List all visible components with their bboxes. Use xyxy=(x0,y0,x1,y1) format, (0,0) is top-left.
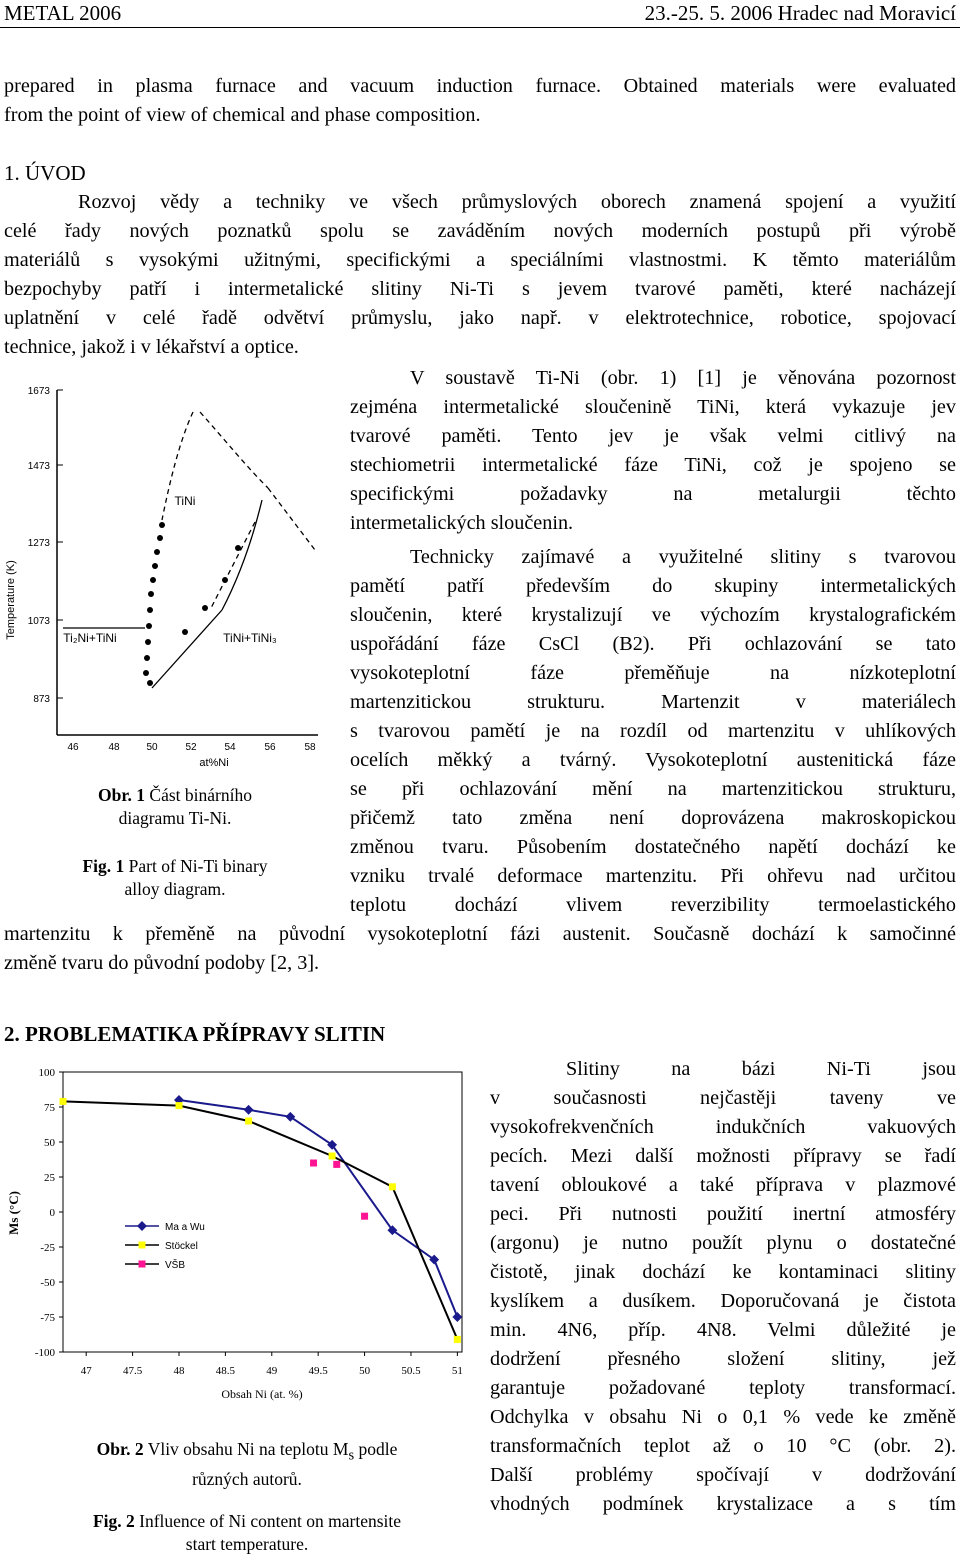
paragraph-line: kyslíkem a dusíkem. Doporučovaná je čistota xyxy=(490,1290,956,1312)
figure2-caption-cz xyxy=(52,1438,442,1491)
paragraph-line: Technicky zajímavé a využitelné slitiny s tvarovou xyxy=(410,546,956,568)
paragraph-line: garantuje požadované teploty transformací. xyxy=(490,1377,956,1399)
y-tick-label: 873 xyxy=(33,694,50,705)
caption-subscript: s xyxy=(348,1447,355,1464)
series-line-stöckel xyxy=(63,1101,457,1339)
paragraph-line: materiálů s vysokými užitnými, specifickými a speciálními vlastnostmi. K těmto materiálům xyxy=(4,249,956,271)
y-tick-label: 25 xyxy=(44,1172,55,1184)
paragraph-line: celé řady nových poznatků spolu se zaváděním nových moderních postupů při výrobě xyxy=(4,220,956,242)
y-tick-label: 1273 xyxy=(27,538,50,549)
data-point xyxy=(361,1213,368,1220)
header-dates-place: 23.-25. 5. 2006 Hradec nad Moravicí xyxy=(644,1,956,25)
y-axis-label: Temperature (K) xyxy=(5,560,17,640)
chart-series xyxy=(60,1095,463,1343)
x-tick-label: 56 xyxy=(264,742,276,753)
paragraph-line: uplatnění v celé řadě odvětví průmyslu, jako např. v elektrotechnice, robotice, spojovací xyxy=(4,307,956,329)
y-tick-label: 100 xyxy=(38,1067,55,1079)
y-tick-label: 1073 xyxy=(27,616,50,627)
caption-text: diagramu Ti-Ni. xyxy=(118,808,232,828)
data-point xyxy=(245,1118,252,1125)
region-label-ti2ni-tini: Ti₂Ni+TiNi xyxy=(63,631,117,645)
paragraph-line: pecích. Mezi další možnosti přípravy se řadí xyxy=(490,1145,956,1167)
legend-label: Ma a Wu xyxy=(165,1222,205,1233)
solvus-data-points xyxy=(143,522,241,686)
header-rule xyxy=(0,27,960,28)
paragraph-line: tvarové paměti. Tento jev je však velmi citlivý na xyxy=(350,425,956,447)
paragraph-line: transformačních teplot až o 10 °C (obr. 2). xyxy=(490,1435,956,1457)
data-point xyxy=(175,1102,182,1109)
y-tick-label: 1673 xyxy=(27,386,50,397)
data-point xyxy=(244,1105,254,1115)
legend-label: Stöckel xyxy=(165,1241,198,1252)
abstract-line: prepared in plasma furnace and vacuum induction furnace. Obtained materials were evaluated xyxy=(4,75,956,97)
x-tick-label: 47.5 xyxy=(122,1365,143,1377)
caption-label: Obr. 2 xyxy=(96,1439,144,1459)
figure2-chart xyxy=(0,1058,480,1403)
paragraph-line: bezpochyby patří i intermetalické slitiny Ni-Ti s jevem tvarové paměti, které nacházejí xyxy=(4,278,956,300)
caption-label: Fig. 1 xyxy=(82,856,125,876)
x-ticks xyxy=(67,742,316,753)
paragraph-line: peci. Při nutnosti použití inertní atmosféry xyxy=(490,1203,956,1225)
paragraph-line: (argonu) je nutno použít plynu o dostatečné xyxy=(490,1232,956,1254)
paragraph-line: intermetalických sloučenin. xyxy=(350,512,574,534)
liquidus-dashed-right xyxy=(200,412,268,488)
paragraph-line: martenzitickou strukturu. Martenzit v materiálech xyxy=(350,691,956,713)
data-point xyxy=(60,1098,67,1105)
region-label-tini: TiNi xyxy=(174,494,196,508)
x-tick-label: 46 xyxy=(67,742,79,753)
data-point xyxy=(452,1312,462,1322)
legend-marker xyxy=(139,1261,146,1268)
caption-text: různých autorů. xyxy=(192,1468,302,1489)
x-tick-label: 54 xyxy=(224,742,236,753)
figure2-caption-en xyxy=(52,1510,442,1556)
header-conference: METAL 2006 xyxy=(4,1,122,25)
paragraph-line: v současnosti nejčastěji taveny ve xyxy=(490,1087,956,1109)
figure1-caption-en xyxy=(60,855,290,901)
region-label-tini-tini3: TiNi+TiNi₃ xyxy=(223,631,277,645)
paragraph-line: teplotu dochází vlivem reverzibility termoelastického xyxy=(350,894,956,916)
legend-label: VŠB xyxy=(165,1260,186,1271)
series-line-ma-a-wu xyxy=(179,1100,457,1317)
legend-marker xyxy=(137,1221,147,1231)
paragraph-line: se při ochlazování mění na martenzitickou strukturu, xyxy=(350,778,956,800)
x-tick-label: 50 xyxy=(359,1365,371,1377)
paragraph-line: pamětí patří především do skupiny intermetalických xyxy=(350,575,956,597)
paragraph-line: Rozvoj vědy a techniky ve všech průmyslových oborech znamená spojení a využití xyxy=(78,191,956,213)
data-point xyxy=(333,1161,340,1168)
y-tick-label: -25 xyxy=(40,1242,55,1254)
paragraph-line: V soustavě Ti-Ni (obr. 1) [1] je věnována pozornost xyxy=(410,367,956,389)
paragraph-line: uspořádání fáze CsCl (B2). Při ochlazování se tato xyxy=(350,633,956,655)
paragraph-line: Slitiny na bázi Ni-Ti jsou xyxy=(566,1058,956,1080)
x-tick-label: 49.5 xyxy=(308,1365,328,1377)
figure1-phase-diagram xyxy=(0,370,340,775)
caption-label: Obr. 1 xyxy=(98,785,146,805)
paragraph-line: vhodných podmínek krystalizace a s tím xyxy=(490,1493,956,1515)
paragraph-line: čistotě, jinak dochází ke kontaminaci slitiny xyxy=(490,1261,956,1283)
caption-text: Část binárního xyxy=(149,785,252,805)
paragraph-line: změnou tvaru. Působením dostatečného napětí dochází ke xyxy=(350,836,956,858)
paragraph-line: zejména intermetalické sloučenině TiNi, která vykazuje jev xyxy=(350,396,956,418)
figure1-caption-cz xyxy=(60,784,290,830)
section1-heading: 1. ÚVOD xyxy=(4,161,86,185)
x-tick-label: 50 xyxy=(146,742,158,753)
caption-text: Part of Ni-Ti binary xyxy=(128,856,268,876)
tini-lower-boundary xyxy=(152,610,222,688)
caption-text: podle xyxy=(354,1439,398,1459)
legend-marker xyxy=(139,1242,146,1249)
tini-right-dashed xyxy=(210,522,255,610)
solvus-dashed xyxy=(268,488,315,550)
x-tick-label: 49 xyxy=(266,1365,278,1377)
x-tick-label: 50.5 xyxy=(401,1365,421,1377)
y-tick-label: -75 xyxy=(40,1312,55,1324)
caption-text: alloy diagram. xyxy=(124,879,226,899)
paragraph-line: vzniku trvalé deformace martenzitu. Při ohřevu nad určitou xyxy=(350,865,956,887)
y-tick-label: 1473 xyxy=(27,461,50,472)
paragraph-line: technice, jakož i v lékařství a optice. xyxy=(4,336,299,358)
data-point xyxy=(454,1336,461,1343)
chart-legend xyxy=(125,1221,205,1271)
paragraph-line: ocelích měkký a tvárný. Vysokoteplotní austenitická fáze xyxy=(350,749,956,771)
paragraph-line: přičemž tato změna není doprovázena makroskopickou xyxy=(350,807,956,829)
x-axis-label: Obsah Ni (at. %) xyxy=(221,1387,303,1401)
paragraph-line: vysokoteplotní fáze přeměňuje na nízkoteplotní xyxy=(350,662,956,684)
x-tick-label: 52 xyxy=(185,742,197,753)
y-tick-label: -100 xyxy=(34,1347,55,1359)
paragraph-line: změně tvaru do původní podoby [2, 3]. xyxy=(4,952,320,974)
paragraph-line: Další problémy spočívají v dodržování xyxy=(490,1464,956,1486)
caption-text: Influence of Ni content on martensite xyxy=(139,1511,402,1531)
paragraph-line: Odchylka v obsahu Ni o 0,1 % vede ke změně xyxy=(490,1406,956,1428)
paragraph-line: dodržení přesného složení slitiny, jež xyxy=(490,1348,956,1370)
section2-heading: 2. PROBLEMATIKA PŘÍPRAVY SLITIN xyxy=(4,1022,386,1046)
x-tick-label: 51 xyxy=(451,1365,463,1377)
x-axis-label: at%Ni xyxy=(199,757,229,769)
abstract-line: from the point of view of chemical and phase composition. xyxy=(4,104,481,126)
paragraph-line: min. 4N6, příp. 4N8. Velmi důležité je xyxy=(490,1319,956,1341)
y-tick-label: -50 xyxy=(40,1277,55,1289)
data-point xyxy=(310,1160,317,1167)
phase-boundaries xyxy=(63,412,315,688)
paragraph-line: stechiometrii intermetalické fáze TiNi, což je spojeno se xyxy=(350,454,956,476)
data-point xyxy=(389,1183,396,1190)
x-tick-label: 48.5 xyxy=(215,1365,236,1377)
y-tick-label: 0 xyxy=(49,1207,55,1219)
data-point xyxy=(329,1153,336,1160)
caption-text: Vliv obsahu Ni na teplotu M xyxy=(147,1439,349,1459)
paragraph-line: s tvarovou pamětí je na rozdíl od martenzitu v uhlíkových xyxy=(350,720,956,742)
paragraph-line: martenzitu k přeměně na původní vysokoteplotní fázi austenit. Současně dochází k samočinné xyxy=(4,923,956,945)
paragraph-line: sloučenin, které krystalizují ve výchozím krystalografickém xyxy=(350,604,956,626)
x-tick-label: 47 xyxy=(80,1365,92,1377)
caption-label: Fig. 2 xyxy=(92,1511,135,1531)
tini-right-boundary xyxy=(222,500,262,610)
x-tick-label: 48 xyxy=(108,742,120,753)
y-tick-label: 50 xyxy=(44,1137,55,1149)
caption-text: start temperature. xyxy=(185,1534,309,1554)
x-tick-label: 48 xyxy=(173,1365,185,1377)
paragraph-line: specifickými požadavky na metalurgii těchto xyxy=(350,483,956,505)
x-tick-label: 58 xyxy=(304,742,316,753)
paragraph-line: tavení obloukové a také příprava v plazmové xyxy=(490,1174,956,1196)
paragraph-line: vysokofrekvenčních indukčních vakuových xyxy=(490,1116,956,1138)
y-axis-label: Ms (°C) xyxy=(6,1191,21,1235)
page-header xyxy=(0,0,960,28)
y-tick-label: 75 xyxy=(44,1102,55,1114)
